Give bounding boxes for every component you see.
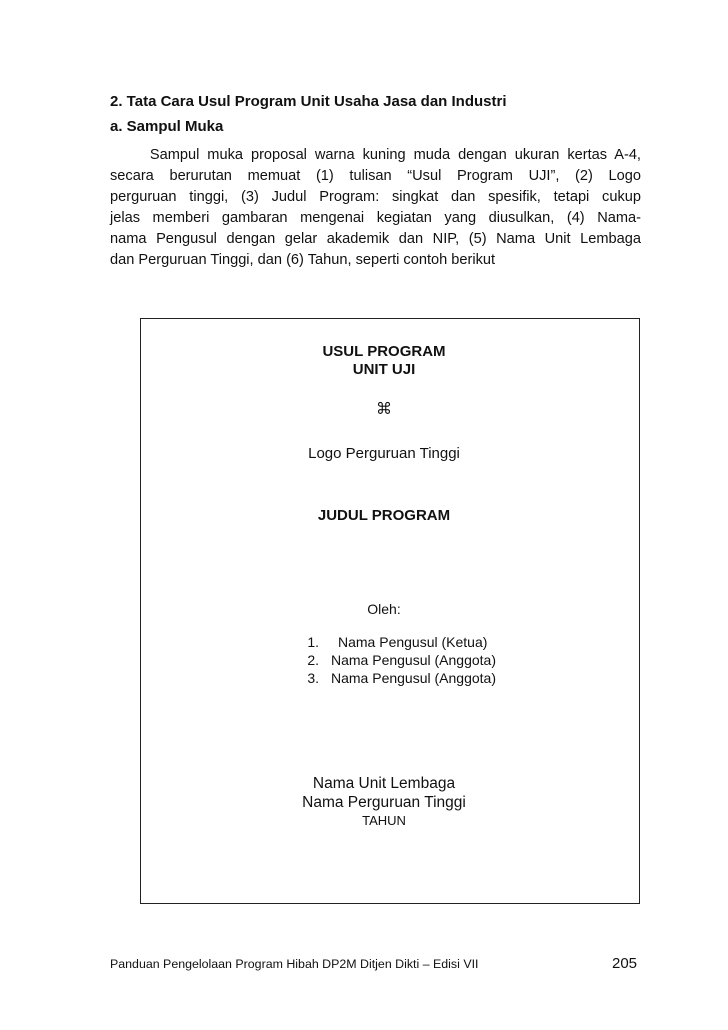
proposer-name: Nama Pengusul (Anggota) [331,670,496,686]
program-title: JUDUL PROGRAM [317,507,451,524]
paragraph-line: dan Perguruan Tinggi, dan (6) Tahun, seperti contoh berikut [110,252,496,268]
unit-name: Nama Unit Lembaga [312,775,456,792]
list-number: 2. [307,652,319,668]
by-label: Oleh: [367,601,401,617]
body-paragraph [110,145,641,271]
section-heading: 2. Tata Cara Usul Program Unit Usaha Jasa dan Industri [110,93,507,110]
page-number: 205 [612,955,638,972]
footer-text: Panduan Pengelolaan Program Hibah DP2M Ditjen Dikti – Edisi VII [110,957,479,971]
cover-example-box [140,318,640,904]
list-number: 3. [307,670,319,686]
year-label: TAHUN [362,813,406,828]
list-number: 1. [307,634,319,650]
list-item [289,633,496,651]
paragraph-line: perguruan tinggi, (3) Judul Program: singkat dan spesifik, tetapi cukup [110,189,641,205]
list-item [289,669,496,687]
list-item [289,651,496,669]
university-name: Nama Perguruan Tinggi [302,794,466,811]
logo-placeholder-icon: ⌘ [376,401,392,418]
logo-label: Logo Perguruan Tinggi [308,445,460,462]
proposer-name: Nama Pengusul (Anggota) [331,652,496,668]
cover-title-line1: USUL PROGRAM [322,343,446,360]
paragraph-line: secara berurutan memuat (1) tulisan “Usul Program UJI”, (2) Logo [110,168,641,184]
paragraph-line: jelas memberi gambaran mengenai kegiatan yang diusulkan, (4) Nama- [110,210,641,226]
paragraph-line: nama Pengusul dengan gelar akademik dan NIP, (5) Nama Unit Lembaga [110,231,641,247]
subsection-heading: a. Sampul Muka [110,118,224,135]
proposer-name: Nama Pengusul (Ketua) [338,634,488,650]
proposer-list [289,633,496,687]
paragraph-line: Sampul muka proposal warna kuning muda dengan ukuran kertas A-4, [110,147,641,163]
cover-title-line2: UNIT UJI [352,361,416,378]
